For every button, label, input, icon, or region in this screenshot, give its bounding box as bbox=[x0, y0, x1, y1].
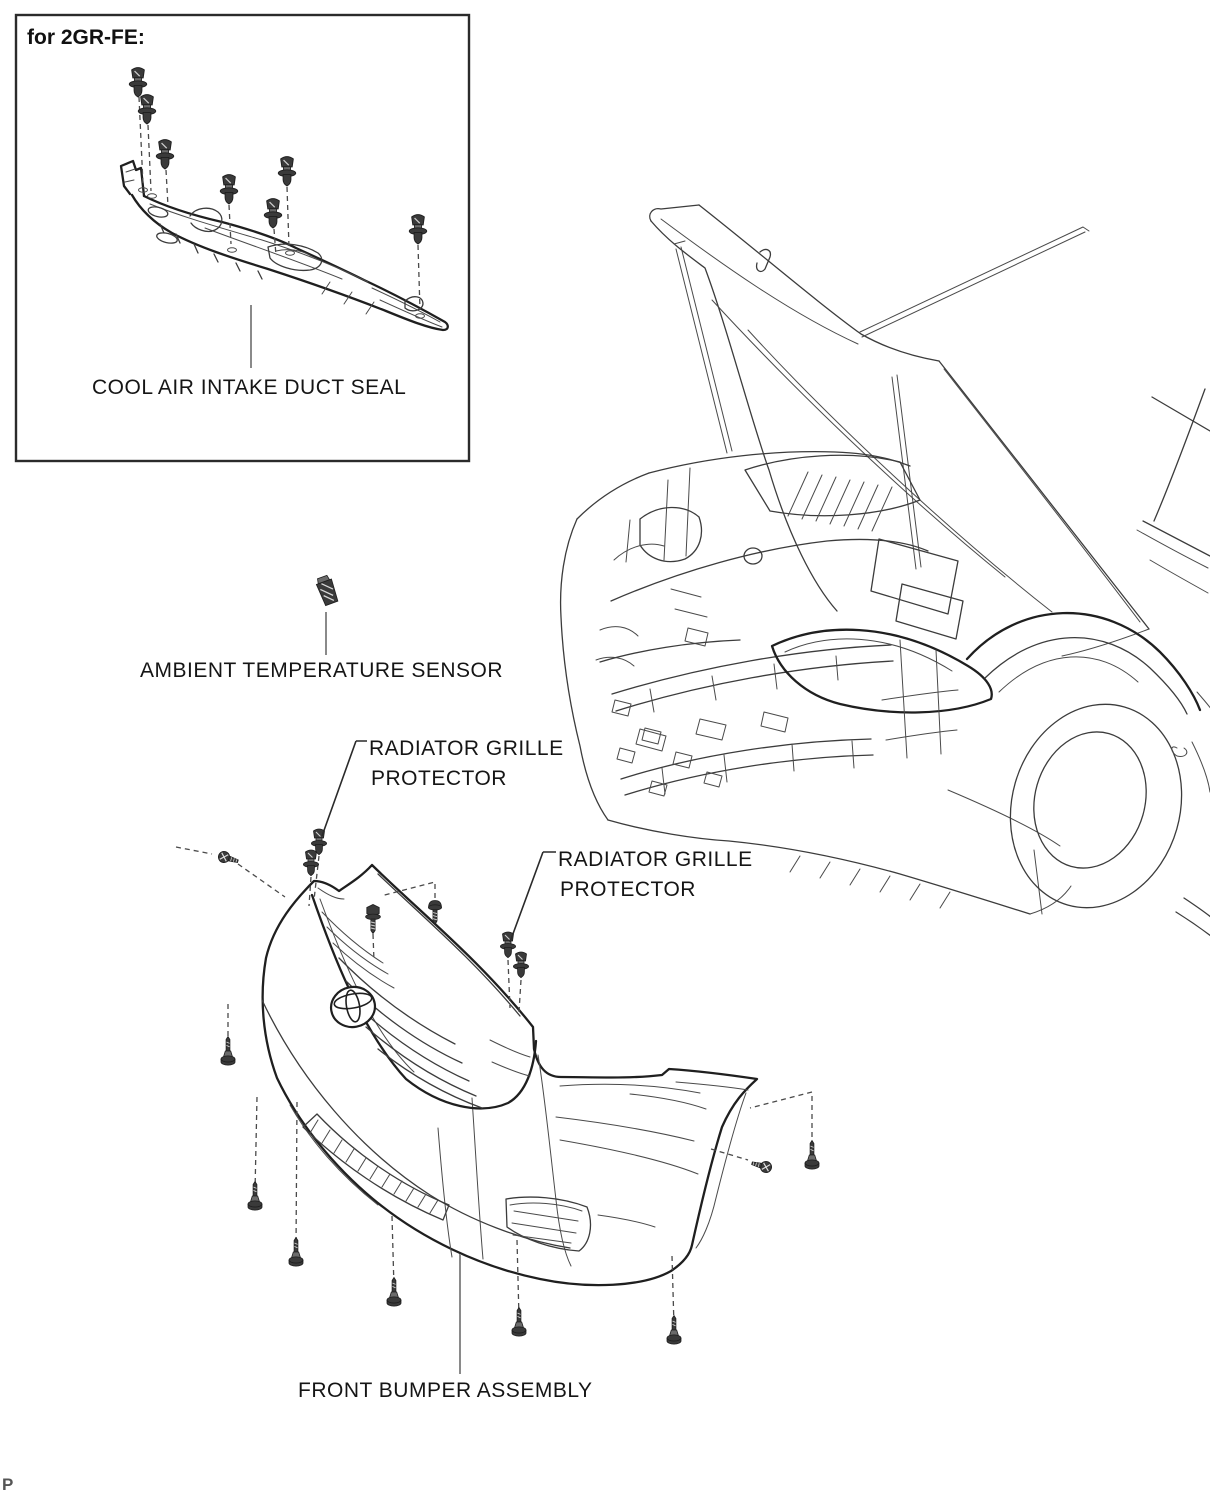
ambient-temperature-sensor-icon bbox=[315, 574, 340, 606]
screw-icon bbox=[217, 850, 239, 867]
screw-icon bbox=[512, 1308, 526, 1337]
screw-icon bbox=[221, 1037, 235, 1066]
hood-support-rods bbox=[674, 227, 1089, 569]
push-clip-icon bbox=[513, 952, 528, 978]
screw-icon bbox=[248, 1182, 262, 1211]
radiator-grille-protector-label-line1: RADIATOR GRILLE bbox=[369, 737, 564, 760]
radiator-grille-protector-upper-callout bbox=[322, 737, 564, 836]
inset-title: for 2GR-FE: bbox=[27, 26, 145, 49]
screw-icon bbox=[289, 1238, 303, 1267]
cowl-windshield bbox=[1137, 389, 1210, 593]
push-clip-icon bbox=[500, 932, 515, 958]
front-fender-wheel bbox=[967, 613, 1210, 936]
hood-open bbox=[650, 205, 1149, 656]
radiator-grille-protector-label-line2: PROTECTOR bbox=[371, 767, 507, 790]
screw-icon bbox=[751, 1158, 773, 1174]
bumper-outline bbox=[263, 865, 757, 1285]
ambient-temperature-sensor-label: AMBIENT TEMPERATURE SENSOR bbox=[140, 659, 504, 682]
cool-air-intake-duct-seal-label: COOL AIR INTAKE DUCT SEAL bbox=[92, 376, 407, 399]
front-bumper-drawing bbox=[262, 865, 757, 1285]
screw-icon bbox=[805, 1141, 819, 1170]
leader-line bbox=[322, 741, 367, 836]
leader-line bbox=[510, 852, 556, 942]
front-wheel bbox=[987, 684, 1205, 928]
ambient-temperature-sensor-callout bbox=[140, 574, 503, 682]
screw-icon bbox=[387, 1278, 401, 1307]
car-drawing bbox=[561, 205, 1210, 936]
radiator-grille-protector-lower-callout bbox=[510, 848, 753, 942]
front-bumper-assembly-label: FRONT BUMPER ASSEMBLY bbox=[298, 1379, 593, 1402]
page-footer-mark: P bbox=[2, 1475, 14, 1494]
push-clip-icon bbox=[303, 850, 318, 876]
inset-box bbox=[16, 15, 469, 461]
screw-icon bbox=[667, 1316, 681, 1345]
radiator-grille-protector-label-line2: PROTECTOR bbox=[560, 878, 696, 901]
radiator-grille-protector-label-line1: RADIATOR GRILLE bbox=[558, 848, 753, 871]
